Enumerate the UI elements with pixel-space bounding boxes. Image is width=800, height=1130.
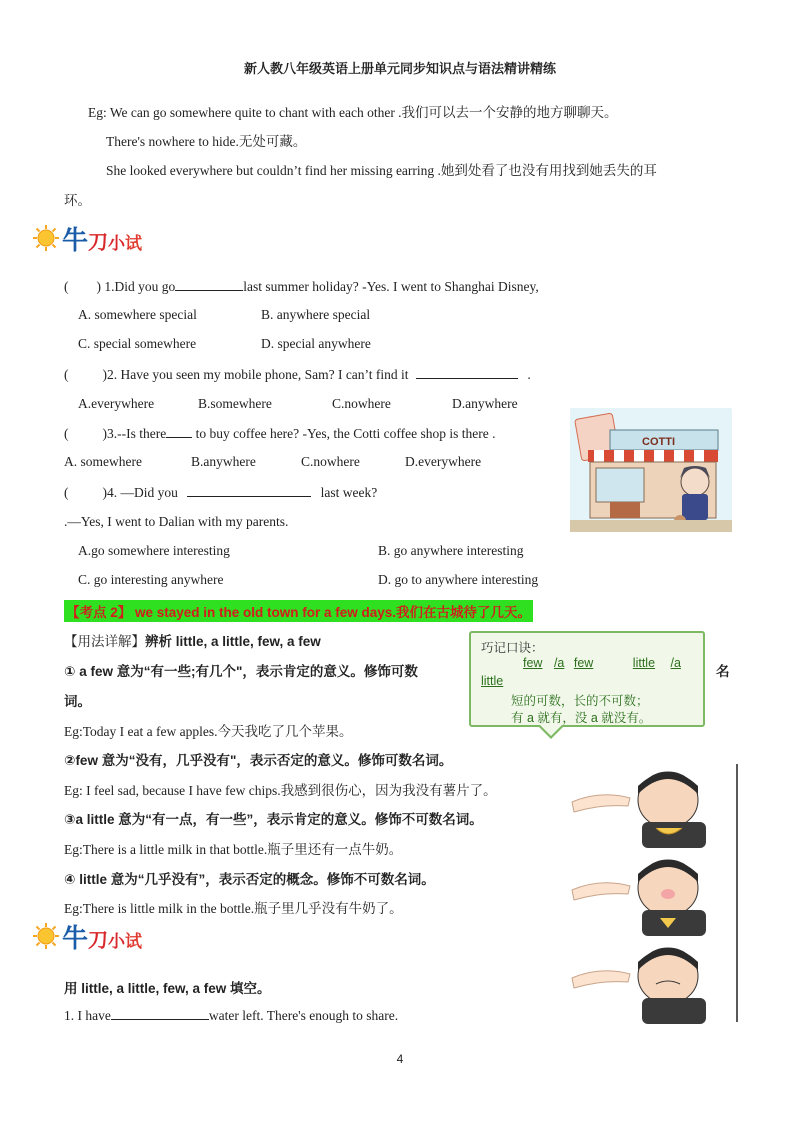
memory-tip-box <box>469 631 705 727</box>
question-stem: . <box>527 367 531 382</box>
question-stem: )3.--Is there <box>102 426 167 441</box>
point-text: few 意为“没有，几乎没有"，表示否定的意义。修饰可数名词。 <box>75 753 453 768</box>
tip-line: 短的可数，长的不可数； <box>511 694 649 708</box>
section-title-char: 小 <box>108 932 126 952</box>
answer-paren: ( <box>64 279 69 294</box>
point-text: little 意为“几乎没有”，表示否定的概念。修饰不可数名词。 <box>79 872 435 887</box>
point-4 <box>64 868 435 888</box>
example-line: Eg: We can go somewhere quite to chant with each other .我们可以去一个安静的地方聊聊天。 <box>88 105 618 120</box>
sun-icon <box>32 224 60 252</box>
question-stem: )4. —Did you <box>102 485 178 500</box>
section-title-char: 试 <box>125 932 143 952</box>
question-stem: last summer holiday? -Yes. I went to Shanghai Disney, <box>243 279 539 294</box>
option-a: A.everywhere <box>78 396 155 411</box>
option-a: A.go somewhere interesting <box>78 543 230 558</box>
example-line: She looked everywhere but couldn’t find her missing earring .她到处看了也没有用找到她丢失的耳 <box>106 163 657 178</box>
point-text: a little 意为“有一点，有一些”，表示肯定的意义。修饰不可数名词。 <box>75 812 483 827</box>
example-line: 环。 <box>64 193 91 208</box>
point-4-example: Eg:There is little milk in the bottle.瓶子里几乎没有牛奶了。 <box>64 901 403 916</box>
option-d: D. special anywhere <box>261 336 371 351</box>
point-number: ① <box>64 664 76 679</box>
coffee-shop-illustration <box>570 408 732 532</box>
fill-title: 用 little, a little, few, a few 填空。 <box>64 981 271 996</box>
tip-word: few <box>573 656 594 670</box>
page-header: 新人教八年级英语上册单元同步知识点与语法精讲精练 <box>243 61 556 76</box>
answer-blank[interactable] <box>187 484 311 497</box>
section-title-char: 刀 <box>88 230 109 254</box>
answer-paren: ( <box>64 426 69 441</box>
question-stem: water left. There's enough to share. <box>208 1008 399 1023</box>
point-2 <box>64 749 452 769</box>
option-c: C. go interesting anywhere <box>78 572 224 587</box>
tip-line <box>523 656 681 670</box>
page-number: 4 <box>396 1052 404 1066</box>
answer-paren: ( <box>64 485 69 500</box>
question-3 <box>64 425 496 442</box>
section-title-char: 试 <box>125 234 143 254</box>
option-c: C.nowhere <box>332 396 391 411</box>
answer-blank[interactable] <box>175 278 243 291</box>
answer-paren: ) <box>96 279 101 294</box>
option-b: B.anywhere <box>191 454 256 469</box>
point-1-cont: 词。 <box>64 694 91 709</box>
tip-word: /a <box>553 656 565 670</box>
option-c: C.nowhere <box>301 454 360 469</box>
answer-blank[interactable] <box>111 1007 209 1020</box>
question-stem: to buy coffee here? -Yes, the Cotti coffee shop is there . <box>195 426 496 441</box>
fill-question-1 <box>64 1007 398 1024</box>
question-1 <box>64 278 539 295</box>
option-b: B. anywhere special <box>261 307 371 322</box>
question-stem: 1. I have <box>64 1008 111 1023</box>
point-number: ③ <box>64 812 76 827</box>
tip-title: 巧记口诀： <box>481 641 544 655</box>
option-b: B.somewhere <box>198 396 272 411</box>
point-number: ④ <box>64 872 76 887</box>
section-title-char: 刀 <box>88 928 109 952</box>
answer-blank[interactable] <box>166 425 192 438</box>
answer-blank[interactable] <box>416 366 518 379</box>
point-number: ② <box>64 753 76 768</box>
point-3-example: Eg:There is a little milk in that bottle.瓶子里还有一点牛奶。 <box>64 842 403 857</box>
answer-paren: ( <box>64 367 69 382</box>
question-4 <box>64 484 377 501</box>
option-d: D. go to anywhere interesting <box>378 572 539 587</box>
section-title-char: 牛 <box>62 226 89 256</box>
question-stem: last week? <box>320 485 378 500</box>
option-c: C. special somewhere <box>78 336 197 351</box>
section-title-char: 小 <box>108 234 126 254</box>
character-illustrations <box>570 760 740 1025</box>
option-d: D.everywhere <box>405 454 482 469</box>
point-3 <box>64 808 483 828</box>
question-stem: )2. Have you seen my mobile phone, Sam? I can’t find it <box>102 367 409 382</box>
key-point-highlight: 【考点 2】 we stayed in the old town for a few days.我们在古城待了几天。 <box>64 600 533 622</box>
point-1-tail: 名 <box>716 664 730 679</box>
sun-icon <box>32 922 60 950</box>
tip-word: little <box>632 656 656 670</box>
usage-title-text: 辨析 little, a little, few, a few <box>145 634 321 649</box>
point-text: a few 意为“有一些;有几个"，表示肯定的意义。修饰可数 <box>79 664 418 679</box>
point-1 <box>64 660 418 680</box>
tip-word: /a <box>670 656 681 670</box>
tip-line: 有 a 就有，没 a 就没有。 <box>511 711 652 725</box>
question-4-answer: .—Yes, I went to Dalian with my parents. <box>64 514 289 529</box>
question-stem: 1.Did you go <box>104 279 176 294</box>
usage-title-bracket: 【用法详解】 <box>64 634 145 649</box>
option-a: A. somewhere <box>64 454 142 469</box>
tip-word: few <box>523 656 543 670</box>
tip-pointer <box>539 724 563 736</box>
point-1-example: Eg:Today I eat a few apples.今天我吃了几个苹果。 <box>64 724 353 739</box>
tip-line: little <box>481 674 504 688</box>
usage-title <box>64 630 321 650</box>
example-line: There's nowhere to hide.无处可藏。 <box>106 134 307 149</box>
section-title-char: 牛 <box>62 924 89 954</box>
question-2 <box>64 366 531 383</box>
shop-sign: COTTI <box>642 436 675 448</box>
option-a: A. somewhere special <box>78 307 197 322</box>
point-2-example: Eg: I feel sad, because I have few chips.我感到很伤心，因为我没有薯片了。 <box>64 783 497 798</box>
option-b: B. go anywhere interesting <box>378 543 524 558</box>
option-d: D.anywhere <box>452 396 518 411</box>
